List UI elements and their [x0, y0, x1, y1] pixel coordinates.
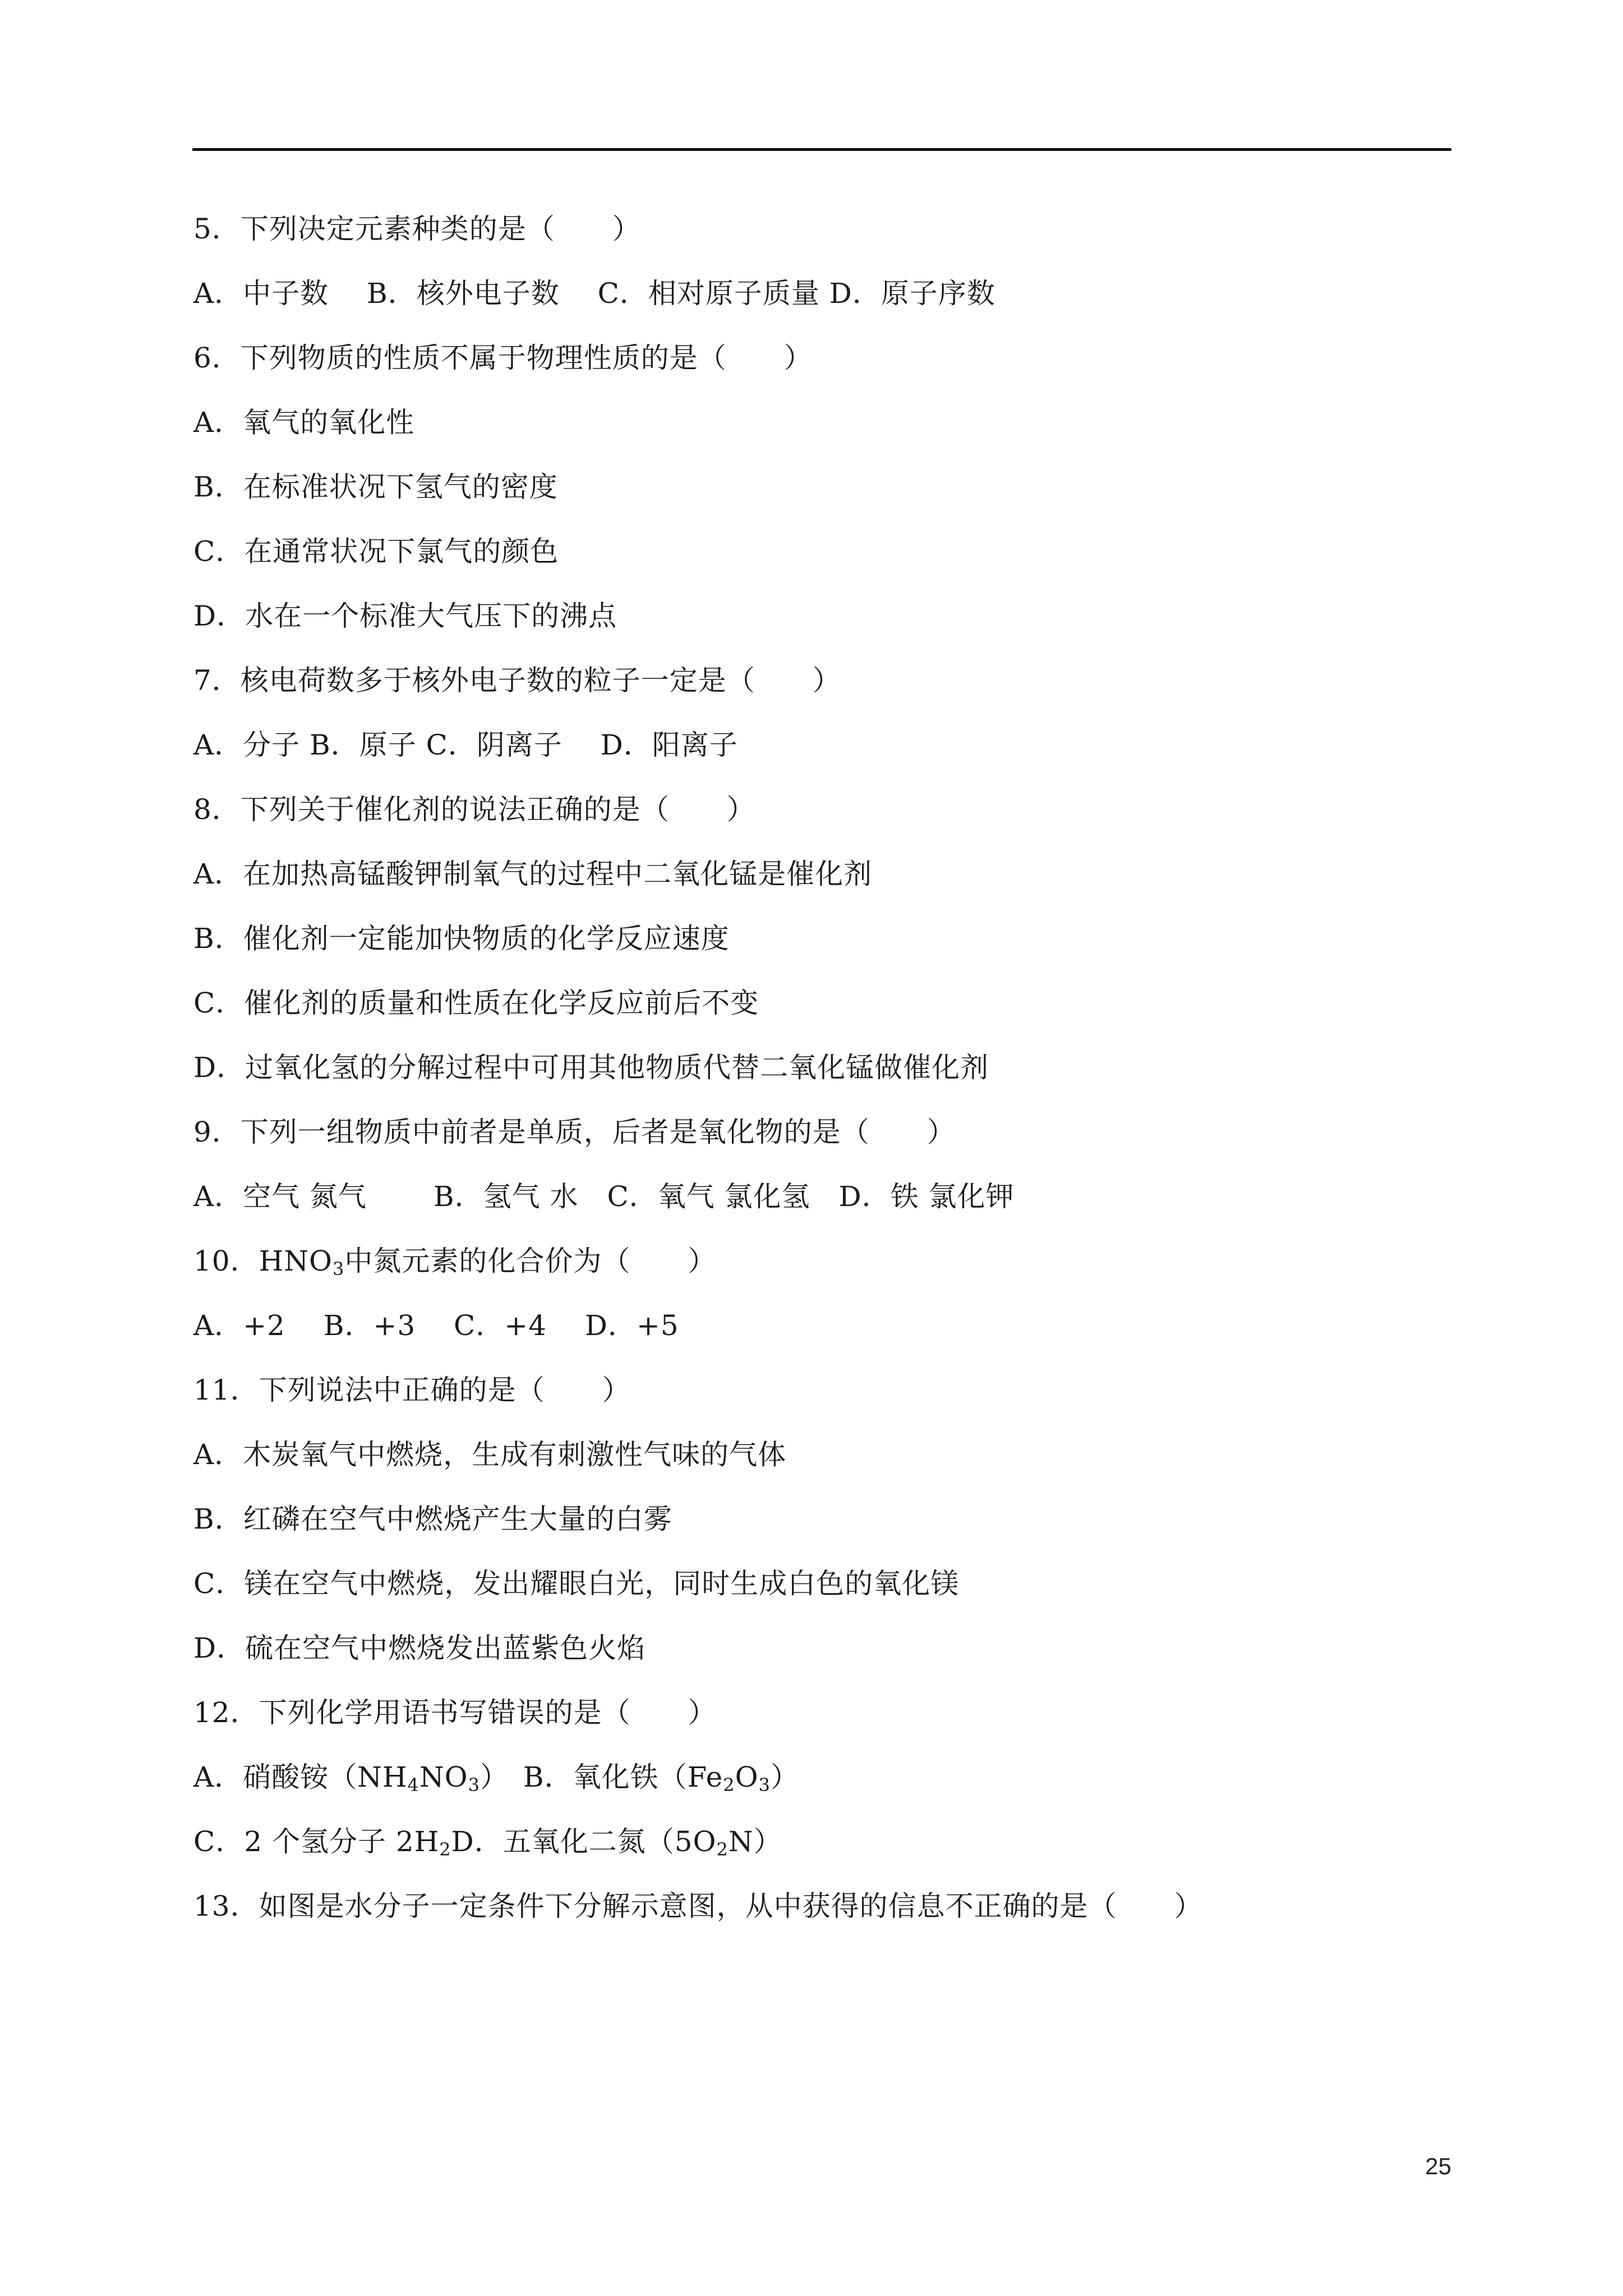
line-q5-options	[193, 265, 1450, 330]
text-segment: C．2 个氢分子 2H	[193, 1825, 440, 1858]
text-segment: A．分子 B．原子 C．阴离子 D．阳离子	[193, 729, 738, 761]
line-q7	[193, 652, 1450, 717]
header-rule	[192, 148, 1451, 151]
text-segment: 12．下列化学用语书写错误的是（ ）	[193, 1696, 717, 1729]
line-q11-a	[193, 1427, 1450, 1491]
text-segment: ）	[770, 1761, 799, 1793]
text-segment: N）	[728, 1825, 782, 1858]
text-segment: 13．如图是水分子一定条件下分解示意图，从中获得的信息不正确的是（ ）	[193, 1890, 1203, 1922]
line-q9	[193, 1104, 1450, 1168]
subscript: 3	[332, 1258, 345, 1280]
line-q8-a	[193, 846, 1450, 910]
line-q11-d	[193, 1620, 1450, 1685]
text-segment: 8．下列关于催化剂的说法正确的是（ ）	[193, 793, 755, 826]
text-segment: B．在标准状况下氢气的密度	[193, 471, 558, 503]
text-segment: C．在通常状况下氯气的颜色	[193, 535, 559, 568]
line-q6	[193, 330, 1450, 394]
text-segment: 7．核电荷数多于核外电子数的粒子一定是（ ）	[193, 664, 841, 697]
text-segment: 6．下列物质的性质不属于物理性质的是（ ）	[193, 342, 813, 374]
text-segment: C．催化剂的质量和性质在化学反应前后不变	[193, 987, 759, 1019]
line-q5	[193, 201, 1450, 265]
line-q11	[193, 1362, 1450, 1427]
text-segment: D．五氧化二氮（5O	[451, 1825, 717, 1858]
text-segment: 5．下列决定元素种类的是（ ）	[193, 213, 641, 245]
line-q12	[193, 1685, 1450, 1749]
text-segment: D．硫在空气中燃烧发出蓝紫色火焰	[193, 1632, 646, 1664]
line-q10	[193, 1233, 1450, 1297]
subscript: 2	[716, 1839, 728, 1860]
line-q8-c	[193, 975, 1450, 1039]
subscript: 3	[468, 1774, 480, 1796]
text-segment: B．红磷在空气中燃烧产生大量的白雾	[193, 1503, 672, 1535]
text-segment: D．过氧化氢的分解过程中可用其他物质代替二氧化锰做催化剂	[193, 1051, 989, 1084]
line-q6-b	[193, 459, 1450, 523]
line-q7-options	[193, 717, 1450, 781]
text-segment: D．水在一个标准大气压下的沸点	[193, 600, 617, 632]
line-q6-c	[193, 523, 1450, 588]
text-segment: 中氮元素的化合价为（ ）	[344, 1245, 717, 1277]
text-segment: ） B．氧化铁（Fe	[479, 1761, 723, 1793]
text-segment: A．+2 B．+3 C．+4 D．+5	[193, 1309, 679, 1342]
line-q8	[193, 781, 1450, 846]
page-number: 25	[1425, 2153, 1451, 2179]
subscript: 4	[407, 1774, 419, 1796]
line-q8-b	[193, 910, 1450, 975]
text-segment: C．镁在空气中燃烧，发出耀眼白光，同时生成白色的氧化镁	[193, 1567, 960, 1600]
line-q8-d	[193, 1039, 1450, 1104]
text-segment: A．空气 氮气 B．氢气 水 C．氧气 氯化氢 D．铁 氯化钾	[193, 1180, 1015, 1213]
line-q6-a	[193, 394, 1450, 459]
line-q12-ab	[193, 1749, 1450, 1814]
line-q13	[193, 1878, 1450, 1943]
line-q11-b	[193, 1491, 1450, 1556]
text-segment: A．氧气的氧化性	[193, 406, 415, 439]
text-segment: A．木炭氧气中燃烧，生成有刺激性气味的气体	[193, 1438, 787, 1471]
text-segment: A．硝酸铵（NH	[193, 1761, 408, 1793]
subscript: 3	[758, 1774, 771, 1796]
text-segment: 11．下列说法中正确的是（ ）	[193, 1374, 631, 1406]
question-content	[193, 201, 1450, 1943]
subscript: 2	[439, 1839, 451, 1860]
text-segment: A．中子数 B．核外电子数 C．相对原子质量 D．原子序数	[193, 277, 995, 310]
line-q6-d	[193, 588, 1450, 652]
text-segment: O	[735, 1761, 759, 1793]
line-q10-options	[193, 1297, 1450, 1362]
line-q12-cd	[193, 1814, 1450, 1878]
line-q11-c	[193, 1556, 1450, 1620]
text-segment: 10．HNO	[193, 1245, 333, 1277]
text-segment: 9．下列一组物质中前者是单质，后者是氧化物的是（ ）	[193, 1116, 956, 1148]
text-segment: B．催化剂一定能加快物质的化学反应速度	[193, 922, 730, 955]
line-q9-options	[193, 1168, 1450, 1233]
subscript: 2	[723, 1774, 735, 1796]
text-segment: A．在加热高锰酸钾制氧气的过程中二氧化锰是催化剂	[193, 858, 873, 890]
text-segment: NO	[419, 1761, 468, 1793]
